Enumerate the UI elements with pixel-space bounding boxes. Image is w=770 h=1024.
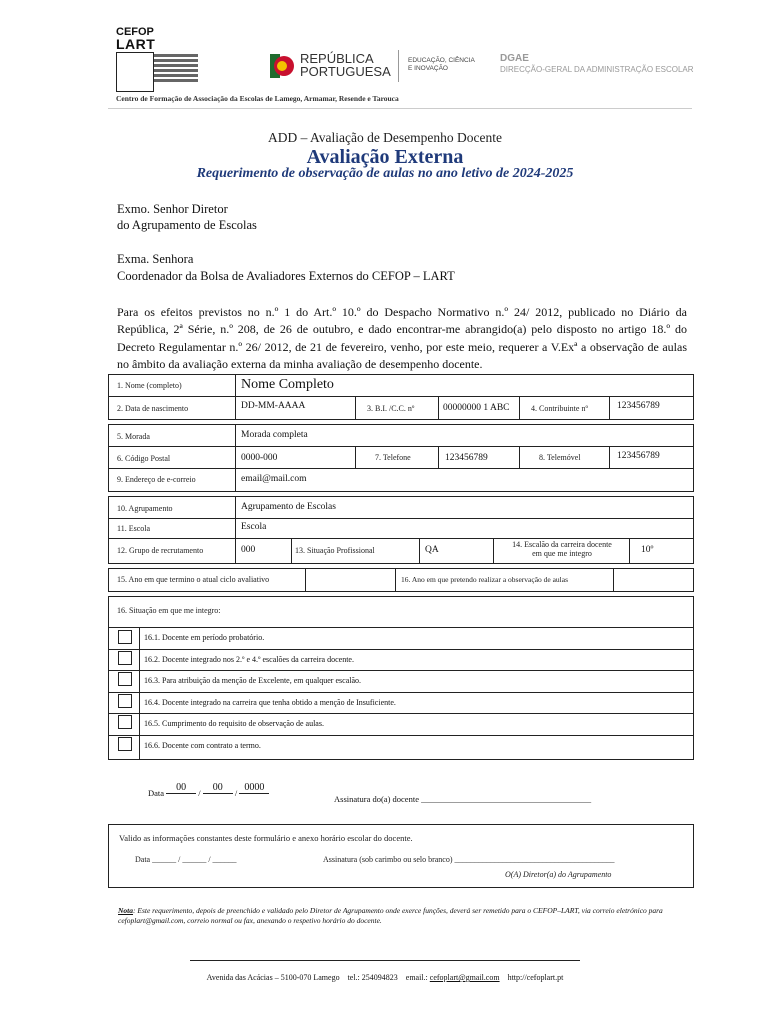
note <box>118 906 688 926</box>
validation-box <box>108 824 694 888</box>
note-label: Nota <box>118 906 133 915</box>
agrupamento-field[interactable]: Agrupamento de Escolas <box>241 502 336 512</box>
situacao-field[interactable]: QA <box>425 545 439 555</box>
republica-emblem-icon <box>270 52 296 80</box>
director-label: O(A) Diretor(a) do Agrupamento <box>505 870 612 879</box>
validation-signature[interactable]: Assinatura (sob carimbo ou selo branco) ________________________________________ <box>323 855 615 864</box>
note-text: : Este requerimento, depois de preenchido e validado pelo Diretor de Agrupamento onde exerce funções, deverá ser remetido para o CEFOP–LART, via correio eletrónico para cefoplart@gmail.com, correio normal ou fax, anexando o respetivo horário do docente. <box>118 906 663 925</box>
ciclo-field[interactable] <box>309 574 391 588</box>
codigo-postal-label: 6. Código Postal <box>117 454 171 463</box>
escola-field[interactable]: Escola <box>241 522 267 532</box>
email-field[interactable]: email@mail.com <box>241 474 307 484</box>
option-label-6: 16.6. Docente com contrato a termo. <box>144 741 261 750</box>
situacao-label: 13. Situação Profissional <box>295 546 375 555</box>
footer-email-label: email.: <box>405 973 428 982</box>
name-field[interactable]: Nome Completo <box>241 377 334 392</box>
form-contact <box>108 424 694 492</box>
form-ciclo <box>108 568 694 592</box>
bi-field[interactable]: 00000000 1 ABC <box>443 403 510 413</box>
telemovel-field[interactable]: 123456789 <box>617 451 660 461</box>
name-label: 1. Nome (completo) <box>117 381 182 390</box>
escalao-field[interactable]: 10º <box>641 545 654 555</box>
month-field[interactable]: 00 <box>203 782 233 794</box>
telefone-label: 7. Telefone <box>375 453 411 462</box>
republica-line2: PORTUGUESA <box>300 64 391 79</box>
option-checkbox-1[interactable] <box>118 630 132 644</box>
agrupamento-label: 10. Agrupamento <box>117 504 173 513</box>
form-school <box>108 496 694 564</box>
cefop-logo-main: LART <box>116 36 156 52</box>
cefop-logo <box>116 26 200 90</box>
year-field[interactable]: 0000 <box>239 782 269 794</box>
birthdate-field[interactable]: DD-MM-AAAA <box>241 401 306 411</box>
morada-field[interactable]: Morada completa <box>241 430 308 440</box>
grupo-label: 12. Grupo de recrutamento <box>117 546 204 555</box>
centro-formacao: Centro de Formação de Associação da Escolas de Lamego, Armamar, Resende e Tarouca <box>116 94 399 103</box>
email-label: 9. Endereço de e-correio <box>117 475 196 484</box>
telemovel-label: 8. Telemóvel <box>539 453 581 462</box>
footer-tel: tel.: 254094823 <box>347 973 398 982</box>
dgae-logo: DGAE DIRECÇÃO-GERAL DA ADMINISTRAÇÃO ESCOLAR <box>500 53 694 74</box>
grupo-field[interactable]: 000 <box>241 545 256 555</box>
option-checkbox-3[interactable] <box>118 672 132 686</box>
validation-date[interactable]: Data ______ / ______ / ______ <box>135 855 237 864</box>
signature-date: Data 00 / 00 / 0000 <box>148 788 269 800</box>
option-checkbox-2[interactable] <box>118 651 132 665</box>
address-line-4: Coordenador da Bolsa de Avaliadores Externos do CEFOP – LART <box>117 269 455 283</box>
option-label-2: 16.2. Docente integrado nos 2.º e 4.º escalões da carreira docente. <box>144 655 354 664</box>
republica-line1: REPÚBLICA <box>300 51 374 66</box>
codigo-postal-field[interactable]: 0000-000 <box>241 453 278 463</box>
telefone-field[interactable]: 123456789 <box>445 453 488 463</box>
option-label-5: 16.5. Cumprimento do requisito de observação de aulas. <box>144 719 324 728</box>
signature-docente[interactable]: Assinatura do(a) docente ________________________________________ <box>334 794 592 804</box>
escalao-label: 14. Escalão da carreira docente em que me integro <box>512 540 612 558</box>
contribuinte-label: 4. Contribuinte nº <box>531 404 588 413</box>
footer <box>0 973 770 982</box>
footer-site-link[interactable]: http://cefoplart.pt <box>507 973 564 982</box>
option-checkbox-5[interactable] <box>118 715 132 729</box>
page-subtitle: Requerimento de observação de aulas no ano letivo de 2024-2025 <box>196 166 574 181</box>
cefop-logo-top: CEFOP <box>116 26 154 38</box>
option-label-3: 16.3. Para atribuição da menção de Excelente, em qualquer escalão. <box>144 676 362 685</box>
option-label-1: 16.1. Docente em período probatório. <box>144 633 265 642</box>
ministry-name: EDUCAÇÃO, CIÊNCIA E INOVAÇÃO <box>408 57 475 72</box>
validation-text: Valido as informações constantes deste formulário e anexo horário escolar do docente. <box>119 833 413 843</box>
address-line-3: Exma. Senhora <box>117 252 194 266</box>
address-line-1: Exmo. Senhor Diretor <box>117 202 228 216</box>
escola-label: 11. Escola <box>117 524 151 533</box>
observacao-ano-label: 16. Ano em que pretendo realizar a observação de aulas <box>401 575 569 584</box>
observacao-ano-field[interactable] <box>617 574 689 588</box>
footer-address: Avenida das Acácias – 5100-070 Lamego <box>206 973 340 982</box>
request-paragraph: Para os efeitos previstos no n.º 1 do Art.º 10.º do Despacho Normativo n.º 24/ 2012, publicado no Diário da República, 2ª Série, n.º 208, de 26 de outubro, e dado encontrar-me abrangido(a) pelo disposto no artigo 18.º do Decreto Regulamentar n.º 26/ 2012, de 21 de fevereiro, venho, por este meio, requerer a V.Exª a observação de aulas no âmbito da avaliação externa da minha avaliação de desempenho docente. <box>117 305 687 371</box>
morada-label: 5. Morada <box>117 432 150 441</box>
day-field[interactable]: 00 <box>166 782 196 794</box>
bi-label: 3. B.I. /C.C. nº <box>367 404 415 413</box>
add-title: ADD – Avaliação de Desempenho Docente <box>267 130 503 145</box>
situacao-integro-label: 16. Situação em que me integro: <box>117 606 221 615</box>
birthdate-label: 2. Data de nascimento <box>117 404 189 413</box>
option-checkbox-4[interactable] <box>118 694 132 708</box>
footer-email-link[interactable]: cefoplart@gmail.com <box>429 973 500 982</box>
form-identity <box>108 374 694 420</box>
page-title: Avaliação Externa <box>306 146 464 168</box>
republica-logo <box>270 52 400 82</box>
contribuinte-field[interactable]: 123456789 <box>617 401 660 411</box>
option-checkbox-6[interactable] <box>118 737 132 751</box>
option-label-4: 16.4. Docente integrado na carreira que tenha obtido a menção de Insuficiente. <box>144 698 396 707</box>
address-line-2: do Agrupamento de Escolas <box>117 218 257 232</box>
ciclo-label: 15. Ano em que termino o atual ciclo avaliativo <box>117 575 270 584</box>
